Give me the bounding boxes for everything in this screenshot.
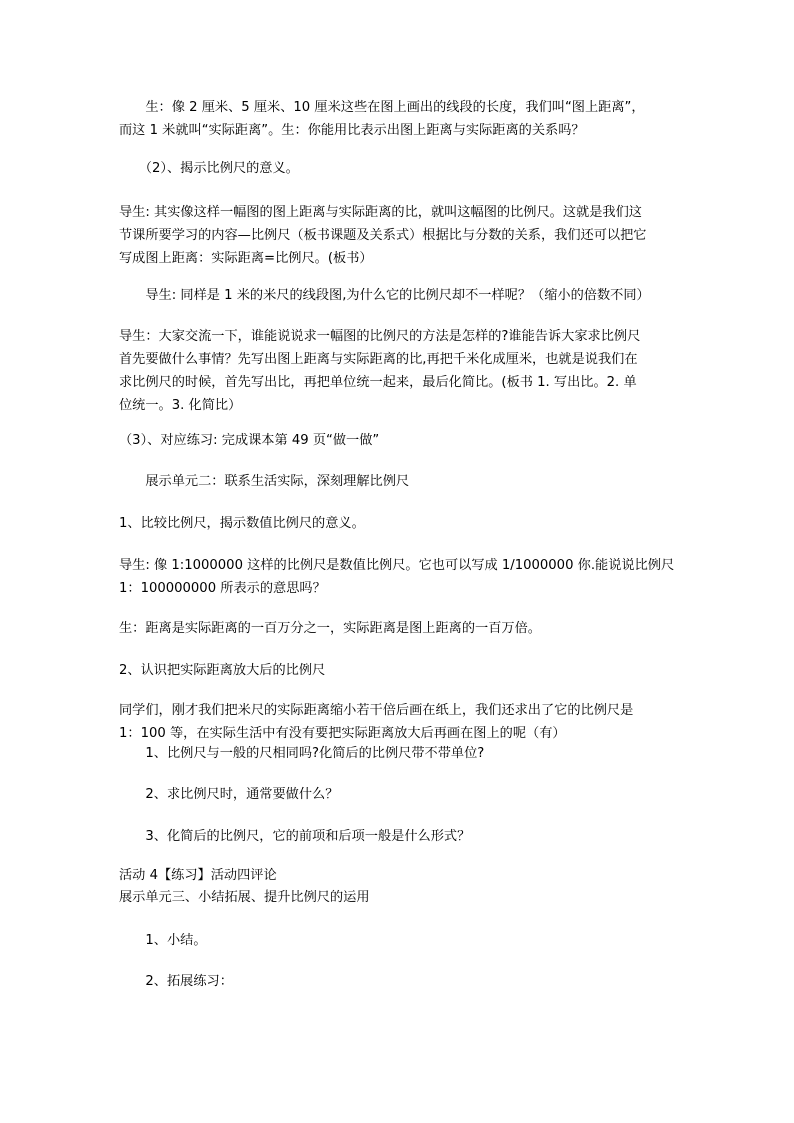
- text-line: 2、拓展练习：: [119, 974, 233, 989]
- text-line: 写成图上距离：实际距离=比例尺。(板书）: [119, 251, 373, 266]
- question-3: [119, 825, 675, 848]
- question-2: [119, 783, 675, 806]
- paragraph-same-meter: [119, 284, 675, 307]
- paragraph-method: [119, 325, 675, 417]
- text-line: 导生: 同样是 1 米的米尺的线段图,为什么它的比例尺却不一样呢？（缩小的倍数不同）: [119, 288, 650, 303]
- paragraph-scale-definition: [119, 201, 675, 270]
- text-line: 位统一。3. 化简比）: [119, 398, 242, 413]
- text-line: （3）、对应练习: 完成课本第 49 页“做一做”: [119, 433, 380, 448]
- text-line: 导生: 其实像这样一幅图的图上距离与实际距离的比，就叫这幅图的比例尺。这就是我们这: [119, 205, 642, 220]
- text-line: 首先要做什么事情？先写出图上距离与实际距离的比,再把千米化成厘米，也就是说我们在: [119, 352, 638, 367]
- paragraph-extension: [119, 970, 675, 993]
- text-line: 1、比例尺与一般的尺相同吗?化简后的比例尺带不带单位?: [119, 746, 485, 761]
- text-line: 展示单元三、小结拓展、提升比例尺的运用: [119, 890, 370, 905]
- text-line: 1：100000000 所表示的意思吗？: [119, 581, 326, 596]
- text-line: 3、化简后的比例尺，它的前项和后项一般是什么形式？: [119, 829, 471, 844]
- paragraph-numeric-scale: [119, 554, 675, 600]
- text-line: 导生: 像 1:1000000 这样的比例尺是数值比例尺。它也可以写成 1/1000000 你.能说说比例尺: [119, 558, 675, 573]
- text-line: 2、求比例尺时，通常要做什么？: [119, 787, 339, 802]
- paragraph-practice: [119, 429, 675, 452]
- text-line: （2）、揭示比例尺的意义。: [119, 161, 299, 176]
- text-line: 1、小结。: [119, 933, 207, 948]
- text-line: 1：100 等，在实际生活中有没有要把实际距离放大后再画在图上的呢（有）: [119, 726, 566, 741]
- text-line: 导生：大家交流一下，谁能说说求一幅图的比例尺的方法是怎样的?谁能告诉大家求比例尺: [119, 329, 641, 344]
- paragraph-summary: [119, 929, 675, 952]
- paragraph-reveal-meaning: [119, 157, 675, 180]
- text-line: 节课所要学习的内容—比例尺（板书课题及关系式）根据比与分数的关系，我们还可以把它: [119, 228, 647, 243]
- paragraph-classmates: [119, 699, 675, 745]
- text-line: 展示单元二：联系生活实际，深刻理解比例尺: [119, 474, 410, 489]
- paragraph-unit-three: [119, 886, 675, 909]
- text-line: 生：像 2 厘米、5 厘米、10 厘米这些在图上画出的线段的长度，我们叫“图上距离”，: [119, 100, 645, 115]
- question-1: [119, 742, 675, 765]
- text-line: 同学们，刚才我们把米尺的实际距离缩小若干倍后画在纸上，我们还求出了它的比例尺是: [119, 703, 634, 718]
- paragraph-student-distance: [119, 96, 675, 142]
- text-line: 求比例尺的时候，首先写出比，再把单位统一起来，最后化简比。(板书 1. 写出比。2. 单: [119, 375, 637, 390]
- paragraph-enlarge-scale: [119, 659, 675, 682]
- text-line: 活动 4【练习】活动四评论: [119, 868, 277, 883]
- text-line: 生：距离是实际距离的一百万分之一，实际距离是图上距离的一百万倍。: [119, 621, 541, 636]
- activity-4-heading: [119, 864, 675, 887]
- text-line: 1、比较比例尺，揭示数值比例尺的意义。: [119, 516, 365, 531]
- text-line: 而这 1 米就叫“实际距离”。生：你能用比表示出图上距离与实际距离的关系吗？: [119, 123, 585, 138]
- paragraph-compare-scale: [119, 512, 675, 535]
- text-line: 2、认识把实际距离放大后的比例尺: [119, 663, 326, 678]
- paragraph-student-answer: [119, 617, 675, 640]
- paragraph-unit-two: [119, 470, 675, 493]
